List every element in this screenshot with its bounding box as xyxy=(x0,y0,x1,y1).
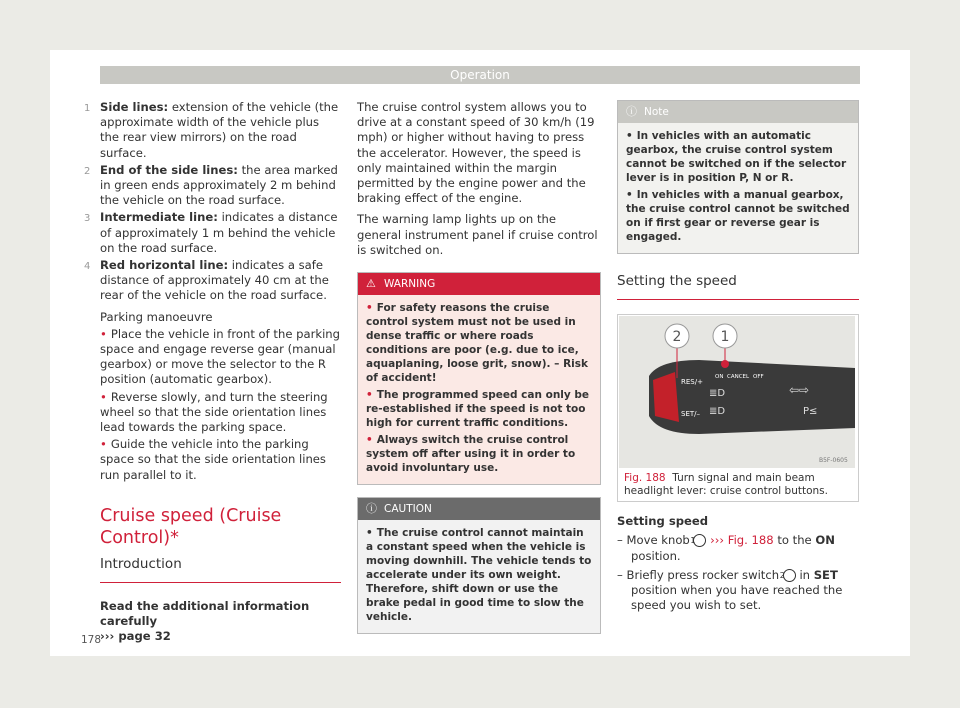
figure-caption: Fig. 188 Turn signal and main beam headlight lever: cruise control buttons. xyxy=(624,472,828,498)
steps-title: Setting speed xyxy=(617,514,709,529)
info-icon: ⓘ xyxy=(626,105,637,118)
caution-item: The cruise control cannot maintain a constant speed when the vehicle is moving downhill. The vehicle tends to accelerate under its own weight. Therefore, shift down or use the brake pedal in good time to slow the vehicle. xyxy=(366,527,592,624)
legend-label: End of the side lines: xyxy=(100,162,238,177)
section-title: Cruise speed (Cruise Control)* xyxy=(100,505,282,548)
figure-code: B5F-0605 xyxy=(819,457,848,465)
svg-text:≣D: ≣D xyxy=(709,406,726,418)
subsection-title: Introduction xyxy=(100,557,341,583)
svg-text:≣D: ≣D xyxy=(709,388,726,400)
callout-ref-2: 2 xyxy=(783,569,796,582)
cruise-paragraph: The warning lamp lights up on the general instrument panel if cruise control is switched on. xyxy=(357,212,598,257)
page-number: 178 xyxy=(81,634,102,646)
legend-item xyxy=(84,162,341,209)
legend-item xyxy=(84,100,341,161)
read-notice: Read the additional information carefully ››› page 32 xyxy=(100,599,310,644)
legend-number: 4 xyxy=(84,261,91,273)
legend-item xyxy=(84,258,341,304)
warning-box: ⚠ WARNING • For safety reasons the cruise control system must not be used in dense traffic or where roads conditions are poor (e.g. due to ice, aquaplaning, loose grit, snow). – Risk of accident! • The programmed speed can only be re-established if the speed is not too high for current traffic conditions. • Always switch the cruise control system off after using it in order to avoid involuntary use. xyxy=(357,272,601,485)
note-title: Note xyxy=(644,106,669,118)
parking-bullet: • Place the vehicle in front of the parking space and engage reverse gear (manual gearbox) or move the selector to the R position (automatic gearbox). xyxy=(100,326,341,387)
setting-speed-heading: Setting the speed xyxy=(617,274,859,300)
caution-title: CAUTION xyxy=(384,503,432,516)
figure-188 xyxy=(617,314,859,502)
legend-number: 3 xyxy=(84,213,91,225)
svg-text:⇦⇨: ⇦⇨ xyxy=(789,383,810,398)
legend-number: 2 xyxy=(84,165,91,177)
warning-item: For safety reasons the cruise control system must not be used in dense traffic or where roads conditions are poor (e.g. due to ice, aquaplaning, loose grit, snow). – Risk of accident! xyxy=(366,302,588,385)
parking-bullet: • Guide the vehicle into the parking space so that the side orientation lines run parallel to it. xyxy=(100,437,326,482)
bullet-icon: • xyxy=(100,437,107,452)
legend-text: indicates a safe distance of approximately 40 cm at the rear of the vehicle on the road surface. xyxy=(100,258,329,303)
column-2 xyxy=(357,100,601,646)
column-3 xyxy=(617,100,859,617)
legend-label: Red horizontal line: xyxy=(100,258,229,273)
cruise-paragraph: The cruise control system allows you to drive at a constant speed of 30 km/h (19 mph) or higher without having to press the accelerator. However, the speed is only maintained within the margin permitted by the engine power and the braking effect of the engine. xyxy=(357,100,595,206)
parking-title: Parking manoeuvre xyxy=(100,309,213,324)
callout-ref-1: 1 xyxy=(693,534,706,547)
res-label: RES/+ xyxy=(681,378,703,387)
off-label: OFF xyxy=(753,374,764,381)
warning-item: The programmed speed can only be re-established if the speed is not too high for current traffic conditions. xyxy=(366,389,590,430)
legend-text: the area marked in green ends approximately 2 m behind the vehicle on the road surface. xyxy=(100,162,338,208)
figure-reference-link[interactable]: ››› Fig. 188 xyxy=(710,533,774,548)
legend-item xyxy=(84,210,341,256)
warning-title: WARNING xyxy=(384,278,436,291)
callout-1: 1 xyxy=(720,329,730,346)
caution-box: ⓘ CAUTION • The cruise control cannot maintain a constant speed when the vehicle is moving downhill. The vehicle tends to accelerate under its own weight. Therefore, shift down or use the brake pedal in good time to slow the vehicle. xyxy=(357,497,601,634)
set-label: SET/– xyxy=(681,410,701,419)
note-item: In vehicles with a manual gearbox, the cruise control cannot be switched on if first gear or reverse gear is engaged. xyxy=(626,189,850,243)
legend-text: extension of the vehicle (the approximate width of the vehicle plus the rear view mirrors) on the road surface. xyxy=(100,100,339,160)
on-label: ON xyxy=(715,374,724,381)
legend-label: Side lines: xyxy=(100,100,169,114)
legend-text: indicates a distance of approximately 1 m behind the vehicle on the road surface. xyxy=(100,210,338,255)
caution-icon: ⓘ xyxy=(366,502,377,516)
lever-image xyxy=(619,316,855,468)
bullet-icon: • xyxy=(100,326,107,341)
warning-triangle-icon: ⚠ xyxy=(366,277,376,291)
step-1: – Move knob 1 ››› Fig. 188 to the ON position. xyxy=(617,533,835,563)
note-box: ⓘ Note • In vehicles with an automatic gearbox, the cruise control system cannot be switched on if the selector lever is in position P, N or R. • In vehicles with a manual gearbox, the cruise control cannot be switched on if first gear or reverse gear is engaged. xyxy=(617,100,859,254)
legend-number: 1 xyxy=(84,103,91,114)
bullet-icon: • xyxy=(100,389,107,404)
section-header: Operation xyxy=(100,66,860,84)
warning-item: Always switch the cruise control system off after using it in order to avoid involuntary use. xyxy=(366,434,576,475)
parking-bullet: • Reverse slowly, and turn the steering wheel so that the side orientation lines lead towards the parking space. xyxy=(100,389,328,435)
page-reference-link[interactable]: ››› page 32 xyxy=(100,629,171,644)
cancel-label: CANCEL xyxy=(727,374,750,381)
note-item: In vehicles with an automatic gearbox, the cruise control system cannot be switched on if the selector lever is in position P, N or R. xyxy=(626,130,847,184)
legend-label: Intermediate line: xyxy=(100,210,218,225)
step-2: – Briefly press rocker switch 2 in SET position when you have reached the speed you wish to set. xyxy=(617,567,843,613)
svg-text:P≤: P≤ xyxy=(803,406,818,418)
callout-2: 2 xyxy=(672,329,682,346)
